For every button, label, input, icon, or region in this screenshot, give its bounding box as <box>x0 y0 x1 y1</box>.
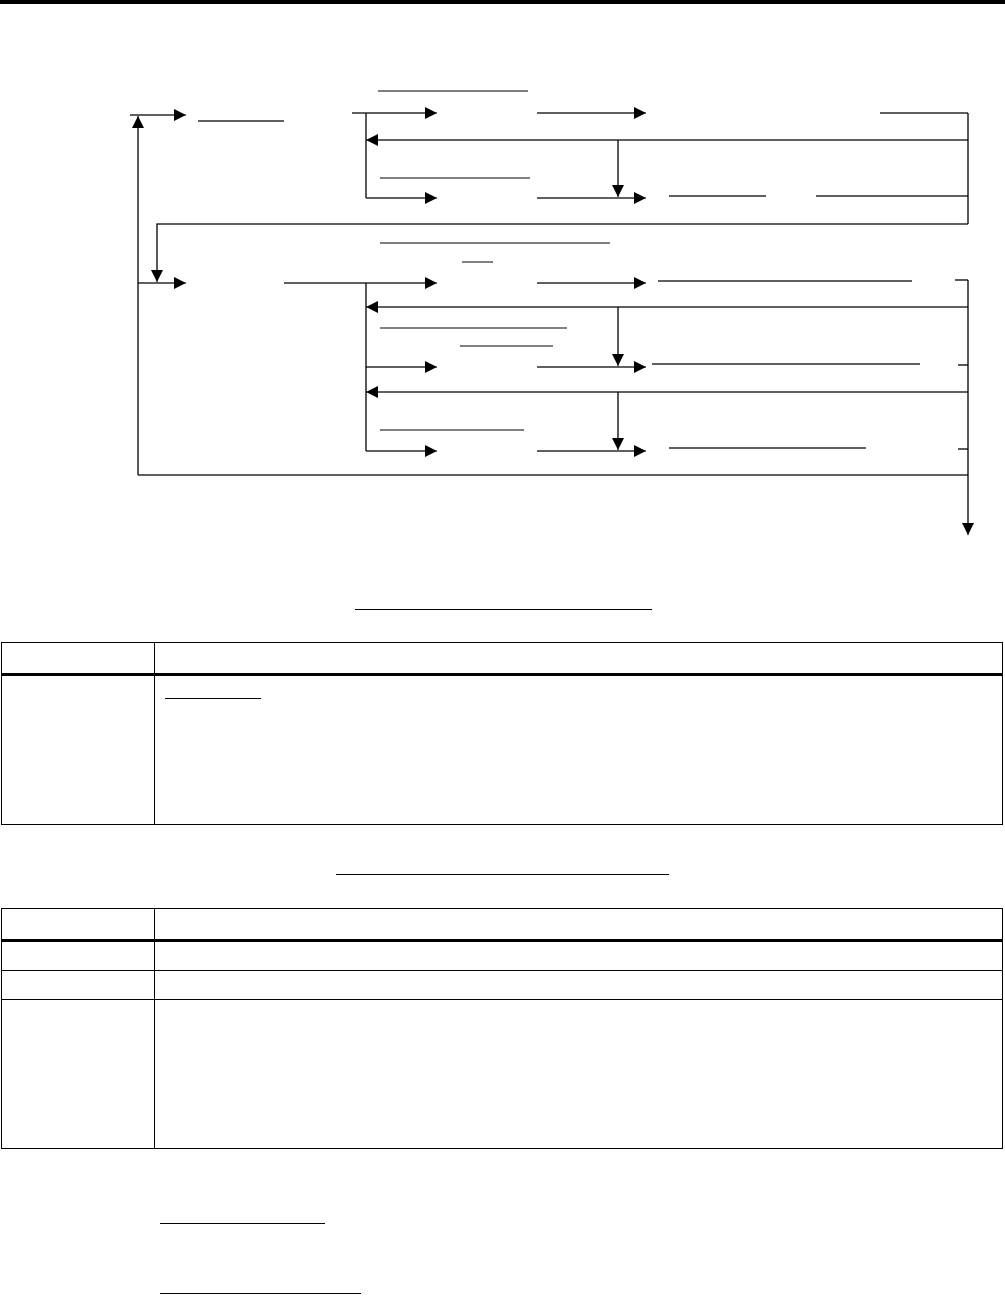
footer-underline-2 <box>160 1293 361 1294</box>
table-2 <box>1 908 1003 1149</box>
flow-diagram <box>0 0 1005 560</box>
table-cell <box>155 971 1003 1000</box>
table-2-caption-underline <box>336 874 669 875</box>
table-cell <box>155 643 1003 675</box>
table-row <box>2 909 1003 941</box>
footer-underline-1 <box>160 1223 325 1224</box>
table-row <box>2 643 1003 675</box>
link-1-to-2 <box>157 224 968 282</box>
table-1-caption-underline <box>355 609 652 610</box>
table-row <box>2 675 1003 825</box>
table-row <box>2 971 1003 1000</box>
table-cell <box>2 643 155 675</box>
table-cell <box>2 941 155 971</box>
table-cell <box>2 1000 155 1149</box>
table-cell <box>2 675 155 825</box>
table-row <box>2 1000 1003 1149</box>
table-cell <box>2 909 155 941</box>
table-cell <box>155 909 1003 941</box>
table-cell <box>155 941 1003 971</box>
table-1 <box>1 642 1003 825</box>
table-cell <box>155 675 1003 825</box>
table-row <box>2 941 1003 971</box>
table-cell <box>155 1000 1003 1149</box>
cell-underline <box>165 698 261 699</box>
table-cell <box>2 971 155 1000</box>
